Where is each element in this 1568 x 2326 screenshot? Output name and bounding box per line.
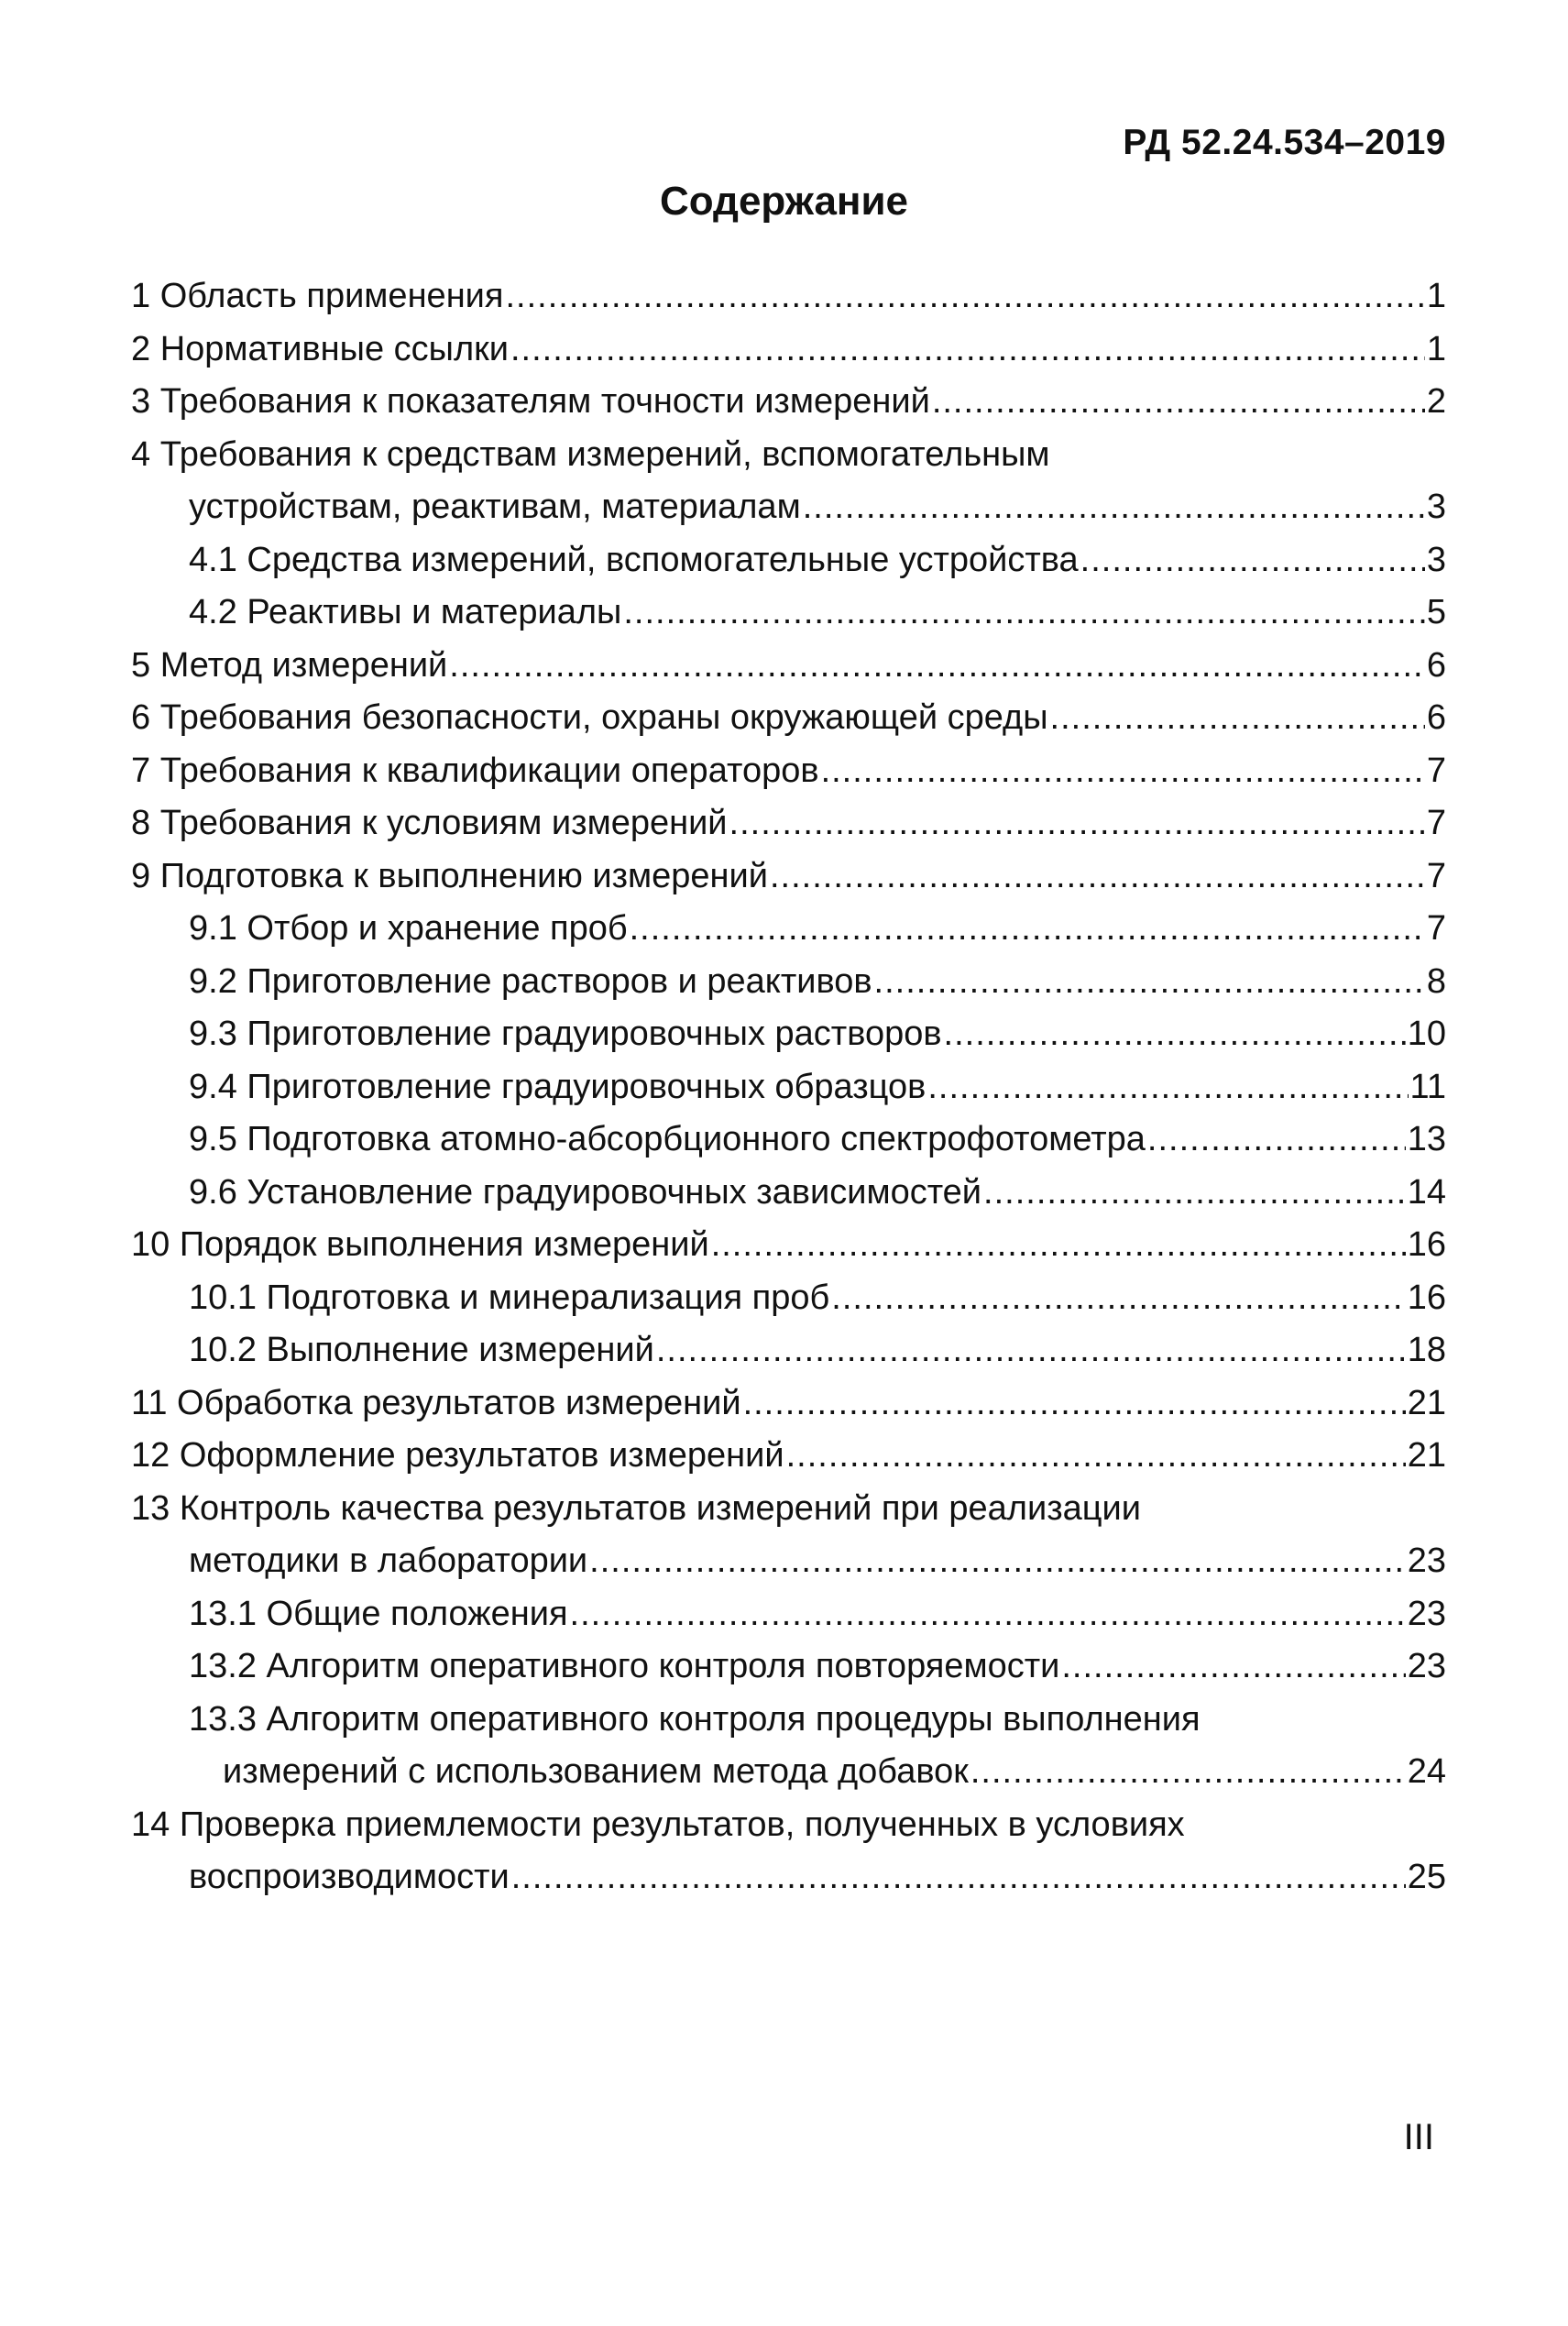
toc-entry-label: 9.2 Приготовление растворов и реактивов (189, 961, 872, 1001)
toc-entry-page: 11 (1409, 1067, 1446, 1106)
toc-entry-line: 4 Требования к средствам измерений, вспомогательным (131, 434, 1050, 474)
toc-entry-label: 9.5 Подготовка атомно-абсорбционного спектрофотометра (189, 1120, 1146, 1158)
toc-entry[interactable] (131, 1008, 1446, 1061)
toc-entry-page: 18 (1407, 1331, 1446, 1369)
toc-entry-page: 21 (1407, 1383, 1446, 1422)
dot-leader (505, 270, 1424, 324)
dot-leader (1061, 1640, 1405, 1694)
toc-entry-page: 3 (1426, 540, 1446, 579)
dot-leader (511, 1851, 1406, 1904)
toc-entry-label: 9 Подготовка к выполнению измерений (131, 856, 768, 895)
toc-entry-label: устройствам, реактивам, материалам (189, 488, 801, 526)
toc-entry-page: 13 (1407, 1120, 1446, 1158)
toc-entry[interactable] (131, 1167, 1446, 1220)
dot-leader (1147, 1114, 1406, 1167)
dot-leader (874, 956, 1425, 1009)
dot-leader (656, 1324, 1406, 1377)
toc-entry-label: 10 Порядок выполнения измерений (131, 1225, 709, 1264)
toc-entry-page: 14 (1407, 1172, 1446, 1212)
toc-entry[interactable] (131, 956, 1446, 1009)
dot-leader (589, 1535, 1406, 1588)
toc-entry[interactable] (131, 1061, 1446, 1114)
toc-entry[interactable] (131, 587, 1446, 640)
toc-entry[interactable] (131, 376, 1446, 429)
toc-entry[interactable] (131, 1324, 1446, 1377)
toc-entry[interactable] (131, 534, 1446, 587)
toc-entry[interactable] (131, 1430, 1446, 1483)
dot-leader (970, 1746, 1406, 1799)
toc-entry[interactable] (131, 429, 1446, 534)
toc-entry-label: 4.2 Реактивы и материалы (189, 593, 622, 631)
toc-entry[interactable] (131, 1377, 1446, 1431)
toc-entry-page: 25 (1407, 1858, 1446, 1896)
toc-entry-page: 16 (1407, 1278, 1446, 1317)
toc-entry-page: 24 (1407, 1752, 1446, 1791)
dot-leader (927, 1061, 1408, 1114)
dot-leader (803, 481, 1425, 534)
toc-entry-page: 7 (1426, 856, 1446, 895)
toc-entry-label: 3 Требования к показателям точности измерений (131, 382, 930, 421)
toc-entry-page: 3 (1426, 488, 1446, 526)
toc-entry[interactable] (131, 1114, 1446, 1167)
toc-entry-line: 14 Проверка приемлемости результатов, полученных в условиях (131, 1805, 1185, 1844)
toc-entry-page: 7 (1426, 751, 1446, 790)
dot-leader (1080, 534, 1425, 587)
toc-entry-page: 5 (1426, 593, 1446, 631)
toc-title: Содержание (659, 179, 909, 224)
toc-entry-label: 10.1 Подготовка и минерализация проб (189, 1278, 830, 1317)
dot-leader (449, 640, 1425, 693)
toc-entry-label: 7 Требования к квалификации операторов (131, 751, 819, 790)
toc-entry-label: 10.2 Выполнение измерений (189, 1331, 654, 1369)
toc-entry[interactable] (131, 1640, 1446, 1694)
toc-entry[interactable] (131, 1694, 1446, 1799)
toc-entry-label: 9.4 Приготовление градуировочных образцов (189, 1067, 927, 1106)
dot-leader (770, 850, 1425, 904)
toc-entry-label: 9.3 Приготовление градуировочных растворов (189, 1015, 942, 1053)
dot-leader (786, 1430, 1406, 1483)
toc-entry-label: 1 Область применения (131, 277, 504, 315)
toc-entry-label: 13.2 Алгоритм оперативного контроля повторяемости (189, 1647, 1060, 1685)
toc-entry[interactable] (131, 745, 1446, 798)
dot-leader (623, 587, 1424, 640)
dot-leader (711, 1219, 1406, 1272)
toc-entry-label: воспроизводимости (189, 1858, 510, 1896)
toc-entry-page: 21 (1407, 1436, 1446, 1475)
table-of-contents (131, 270, 1446, 1904)
toc-entry[interactable] (131, 850, 1446, 904)
toc-entry-label: измерений с использованием метода добавок (223, 1752, 969, 1791)
toc-entry-label: методики в лаборатории (189, 1542, 588, 1580)
toc-entry-page: 8 (1426, 961, 1446, 1001)
toc-entry-label: 8 Требования к условиям измерений (131, 804, 728, 842)
toc-entry[interactable] (131, 1219, 1446, 1272)
toc-entry-label: 13.1 Общие положения (189, 1594, 568, 1633)
toc-entry-page: 23 (1407, 1647, 1446, 1685)
toc-entry-page: 7 (1426, 804, 1446, 842)
toc-entry-page: 7 (1426, 909, 1446, 948)
toc-entry-page: 2 (1426, 382, 1446, 421)
toc-entry[interactable] (131, 1799, 1446, 1904)
toc-entry[interactable] (131, 324, 1446, 377)
toc-entry-label: 9.1 Отбор и хранение проб (189, 909, 628, 948)
toc-entry-page: 23 (1407, 1594, 1446, 1633)
dot-leader (983, 1167, 1406, 1220)
toc-entry-label: 11 Обработка результатов измерений (131, 1383, 741, 1422)
toc-entry-line: 13 Контроль качества результатов измерений при реализации (131, 1488, 1141, 1528)
toc-entry-label: 6 Требования безопасности, охраны окружающей среды (131, 698, 1048, 737)
dot-leader (821, 745, 1425, 798)
dot-leader (729, 797, 1425, 850)
dot-leader (831, 1272, 1405, 1325)
toc-entry-label: 12 Оформление результатов измерений (131, 1436, 784, 1475)
dot-leader (743, 1377, 1406, 1431)
page-number: III (1403, 2117, 1434, 2157)
toc-entry-page: 10 (1407, 1015, 1446, 1053)
toc-entry[interactable] (131, 797, 1446, 850)
toc-entry[interactable] (131, 1588, 1446, 1641)
toc-entry-page: 6 (1426, 645, 1446, 685)
toc-entry-line: 13.3 Алгоритм оперативного контроля процедуры выполнения (189, 1699, 1201, 1739)
dot-leader (1050, 692, 1425, 745)
toc-entry-label: 9.6 Установление градуировочных зависимостей (189, 1172, 982, 1212)
toc-entry[interactable] (131, 640, 1446, 693)
toc-entry-page: 16 (1407, 1225, 1446, 1264)
toc-entry-label: 4.1 Средства измерений, вспомогательные устройства (189, 540, 1079, 579)
toc-entry[interactable] (131, 1272, 1446, 1325)
toc-entry[interactable] (131, 270, 1446, 324)
toc-entry-page: 1 (1426, 277, 1446, 315)
toc-entry-label: 2 Нормативные ссылки (131, 329, 509, 368)
dot-leader (510, 324, 1425, 377)
dot-leader (932, 376, 1425, 429)
toc-entry[interactable] (131, 903, 1446, 956)
toc-entry-page: 1 (1426, 329, 1446, 368)
toc-entry[interactable] (131, 692, 1446, 745)
toc-entry-label: 5 Метод измерений (131, 645, 448, 685)
toc-entry-page: 6 (1426, 698, 1446, 737)
toc-entry[interactable] (131, 1483, 1446, 1588)
toc-entry-page: 23 (1407, 1542, 1446, 1580)
dot-leader (944, 1008, 1406, 1061)
dot-leader (570, 1588, 1406, 1641)
document-code: РД 52.24.534–2019 (1123, 123, 1446, 162)
dot-leader (630, 903, 1425, 956)
